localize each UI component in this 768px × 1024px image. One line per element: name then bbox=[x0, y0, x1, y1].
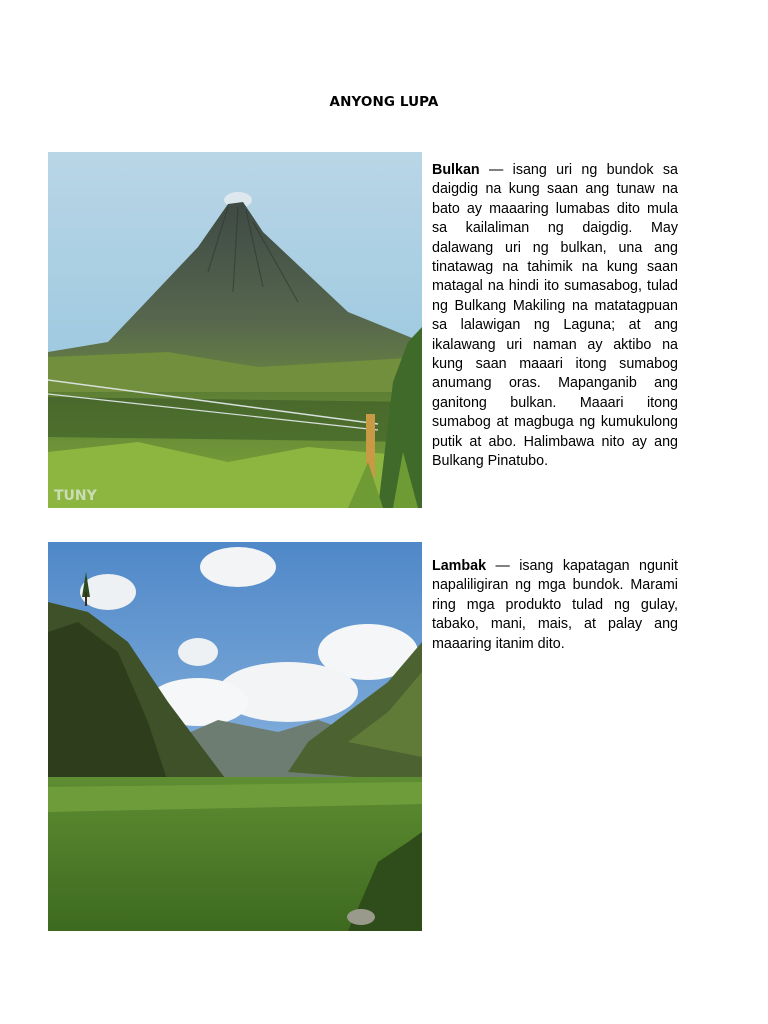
volcano-description bbox=[432, 161, 678, 472]
valley-photo bbox=[48, 542, 422, 931]
page-title: ANYONG LUPA bbox=[329, 94, 439, 110]
valley-illustration bbox=[48, 542, 422, 931]
term-label: Bulkan bbox=[432, 162, 480, 178]
description-text: — isang kapatagan ngunit napaliligiran ng mga bundok. Marami ring mga produkto tulad ng gulay, tabako, mani, mais, at palay ang maaaring itanim dito. bbox=[432, 558, 678, 652]
volcano-illustration bbox=[48, 152, 422, 508]
term-label: Lambak bbox=[432, 558, 487, 574]
image-watermark: TUNY bbox=[54, 488, 97, 504]
valley-description bbox=[432, 557, 678, 654]
volcano-photo bbox=[48, 152, 422, 508]
description-text: — isang uri ng bundok sa daigdig na kung saan ang tunaw na bato ay maaaring lumabas dito mula sa kailaliman ng daigdig. May dalawang uri ng bulkan, una ang tinatawag na tahimik na kung saan matagal na hindi ito sumasabog, tulad ng Bulkang Makiling na matatagpuan sa lalawigan ng Laguna; at ang ikalawang uri naman ay aktibo na kung saan maaari itong sumabog anumang oras. Mapanganib ang ganitong bulkan. Maaari itong sumabog at magbuga ng kumukulong putik at abo. Halimbawa nito ay ang Bulkang Pinatubo. bbox=[432, 162, 678, 470]
